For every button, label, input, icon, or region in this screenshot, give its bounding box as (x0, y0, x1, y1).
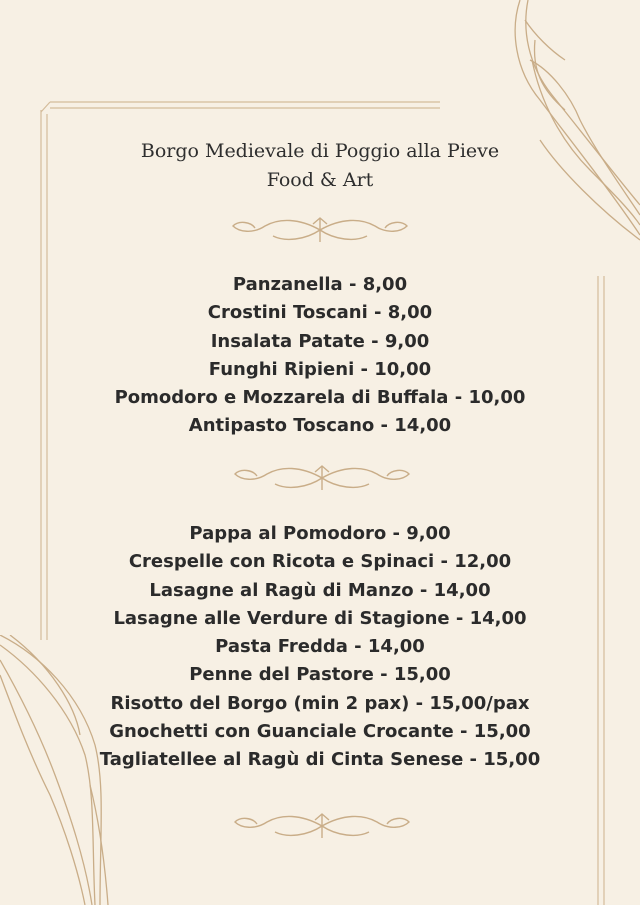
menu-item: Antipasto Toscano - 14,00 (188, 415, 452, 437)
restaurant-subtitle: Food & Art (266, 169, 374, 191)
leaf-illustration-top-right (480, 0, 640, 250)
menu-item: Lasagne al Ragù di Manzo - 14,00 (149, 579, 491, 601)
menu-item: Crespelle con Ricota e Spinaci - 12,00 (128, 551, 512, 573)
menu-item: Penne del Pastore - 15,00 (189, 664, 451, 686)
ornamental-divider (231, 810, 413, 842)
menu-item: Funghi Ripieni - 10,00 (208, 358, 432, 380)
ornamental-divider (229, 214, 411, 246)
menu-item: Pomodoro e Mozzarela di Buffala - 10,00 (114, 387, 526, 409)
menu-section-mains (0, 520, 640, 775)
menu-item: Tagliatellee al Ragù di Cinta Senese - 15,00 (99, 749, 541, 771)
menu-header (0, 137, 640, 195)
menu-item: Lasagne alle Verdure di Stagione - 14,00 (113, 607, 527, 629)
menu-item: Crostini Toscani - 8,00 (207, 302, 433, 324)
menu-item: Pappa al Pomodoro - 9,00 (189, 523, 451, 544)
restaurant-name: Borgo Medievale di Poggio alla Pieve (140, 140, 500, 162)
menu-item: Insalata Patate - 9,00 (210, 330, 430, 352)
ornamental-divider (231, 462, 413, 494)
menu-item: Panzanella - 8,00 (232, 274, 408, 295)
menu-item: Gnochetti con Guanciale Crocante - 15,00 (109, 721, 531, 743)
menu-section-starters (0, 271, 640, 441)
menu-item: Risotto del Borgo (min 2 pax) - 15,00/pax (110, 692, 530, 714)
menu-item: Pasta Fredda - 14,00 (215, 636, 425, 658)
